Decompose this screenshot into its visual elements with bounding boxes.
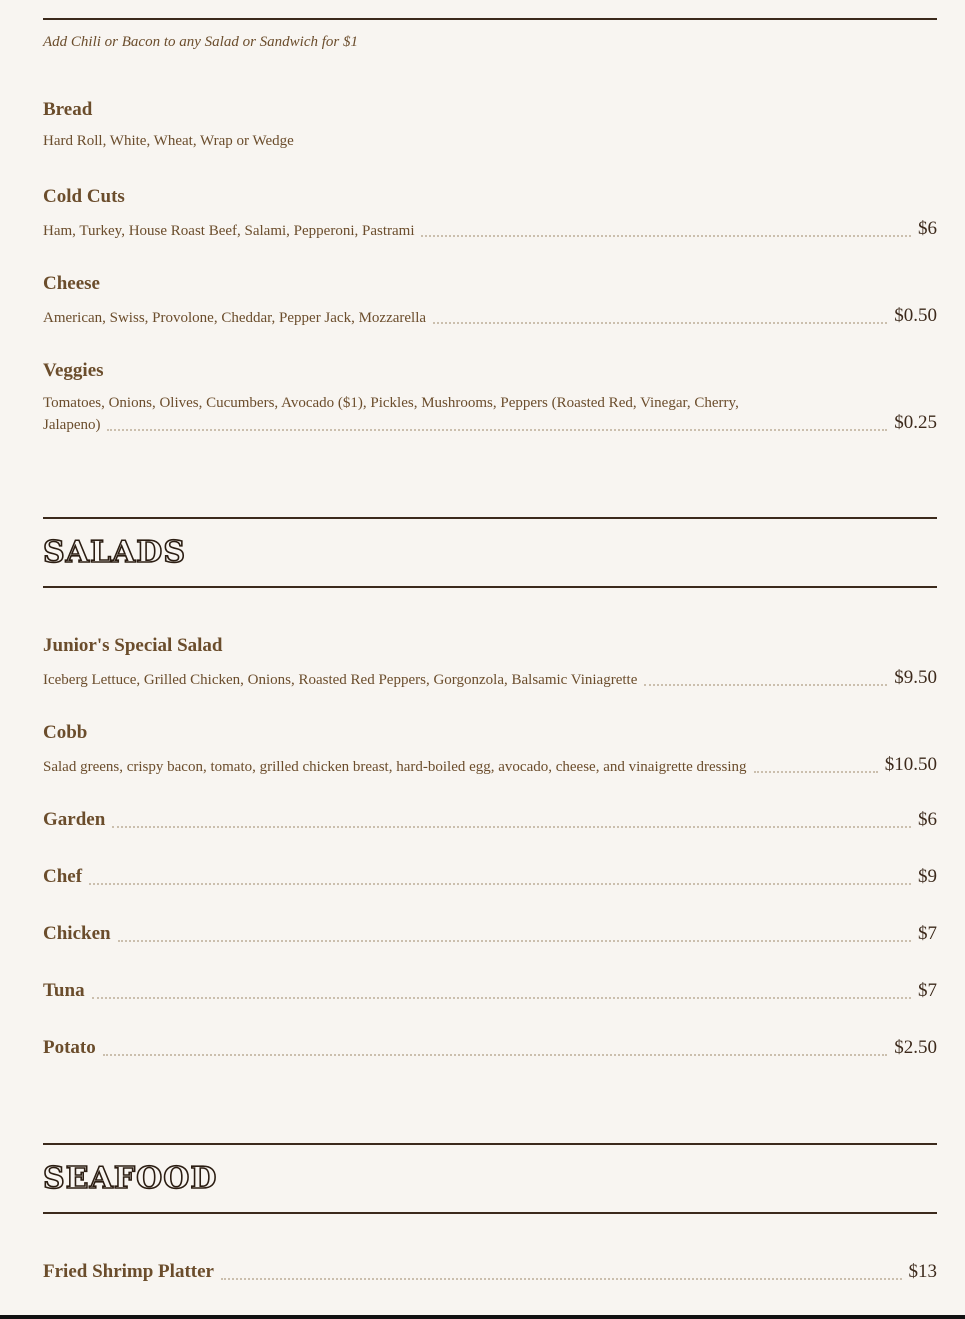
section-divider-bottom [43,586,937,588]
item-row-junior-special [43,667,937,689]
item-price-chicken: $7 [918,923,937,944]
item-price-chef: $9 [918,866,937,887]
item-title-cold-cuts: Cold Cuts [43,186,125,207]
section-heading-seafood: SEAFOOD [43,1161,218,1196]
dot-leader [644,684,887,686]
item-title-chicken: Chicken [43,923,111,944]
item-row-chicken [43,923,937,945]
item-row-cheese [43,305,937,327]
item-desc-cold-cuts: Ham, Turkey, House Roast Beef, Salami, Pepperoni, Pastrami [43,223,415,239]
item-price-garden: $6 [918,809,937,830]
item-price-cobb: $10.50 [884,754,937,775]
item-price-fried-shrimp: $13 [908,1261,937,1282]
dot-leader [221,1278,902,1280]
top-divider [43,18,937,20]
dot-leader [89,883,911,885]
item-desc-bread: Hard Roll, White, Wheat, Wrap or Wedge [43,133,294,149]
item-price-junior-special: $9.50 [894,667,937,688]
item-row-chef [43,866,937,888]
item-title-potato: Potato [43,1037,96,1058]
item-desc-veggies-line2: Jalapeno) [43,417,101,433]
add-on-note: Add Chili or Bacon to any Salad or Sandwich for $1 [43,34,358,50]
item-row-cold-cuts [43,218,937,240]
item-title-veggies: Veggies [43,360,104,381]
item-row-tuna [43,980,937,1002]
dot-leader [107,429,887,431]
item-desc-cobb: Salad greens, crispy bacon, tomato, grilled chicken breast, hard-boiled egg, avocado, cheese, and vinaigrette dressing [43,759,747,775]
dot-leader [103,1054,887,1056]
item-price-tuna: $7 [918,980,937,1001]
item-price-cold-cuts: $6 [918,218,937,239]
item-title-cobb: Cobb [43,722,88,743]
dot-leader [754,771,878,773]
dot-leader [118,940,911,942]
item-title-chef: Chef [43,866,83,887]
item-title-cheese: Cheese [43,273,100,294]
section-heading-salads: SALADS [43,535,186,570]
item-row-potato [43,1037,937,1059]
dot-leader [112,826,911,828]
item-title-tuna: Tuna [43,980,85,1001]
item-title-garden: Garden [43,809,106,830]
dot-leader [433,322,887,324]
item-desc-junior-special: Iceberg Lettuce, Grilled Chicken, Onions, Roasted Red Peppers, Gorgonzola, Balsamic Viniagrette [43,672,638,688]
item-row-fried-shrimp [43,1261,937,1283]
item-price-cheese: $0.50 [894,305,937,326]
bottom-edge-bar [0,1315,965,1319]
section-divider-bottom [43,1212,937,1214]
dot-leader [92,997,911,999]
item-price-potato: $2.50 [894,1037,937,1058]
item-price-veggies: $0.25 [894,412,937,433]
item-title-junior-special: Junior's Special Salad [43,635,223,656]
item-desc-cheese: American, Swiss, Provolone, Cheddar, Pepper Jack, Mozzarella [43,310,427,326]
dot-leader [421,235,911,237]
section-divider-top [43,517,937,519]
item-title-bread: Bread [43,99,93,120]
item-row-cobb [43,754,937,776]
item-row-garden [43,809,937,831]
section-divider-top [43,1143,937,1145]
item-desc-veggies-line1: Tomatoes, Onions, Olives, Cucumbers, Avocado ($1), Pickles, Mushrooms, Peppers (Roasted Red, Vinegar, Cherry, [43,395,739,411]
item-row-veggies [43,412,937,434]
item-title-fried-shrimp: Fried Shrimp Platter [43,1261,214,1282]
